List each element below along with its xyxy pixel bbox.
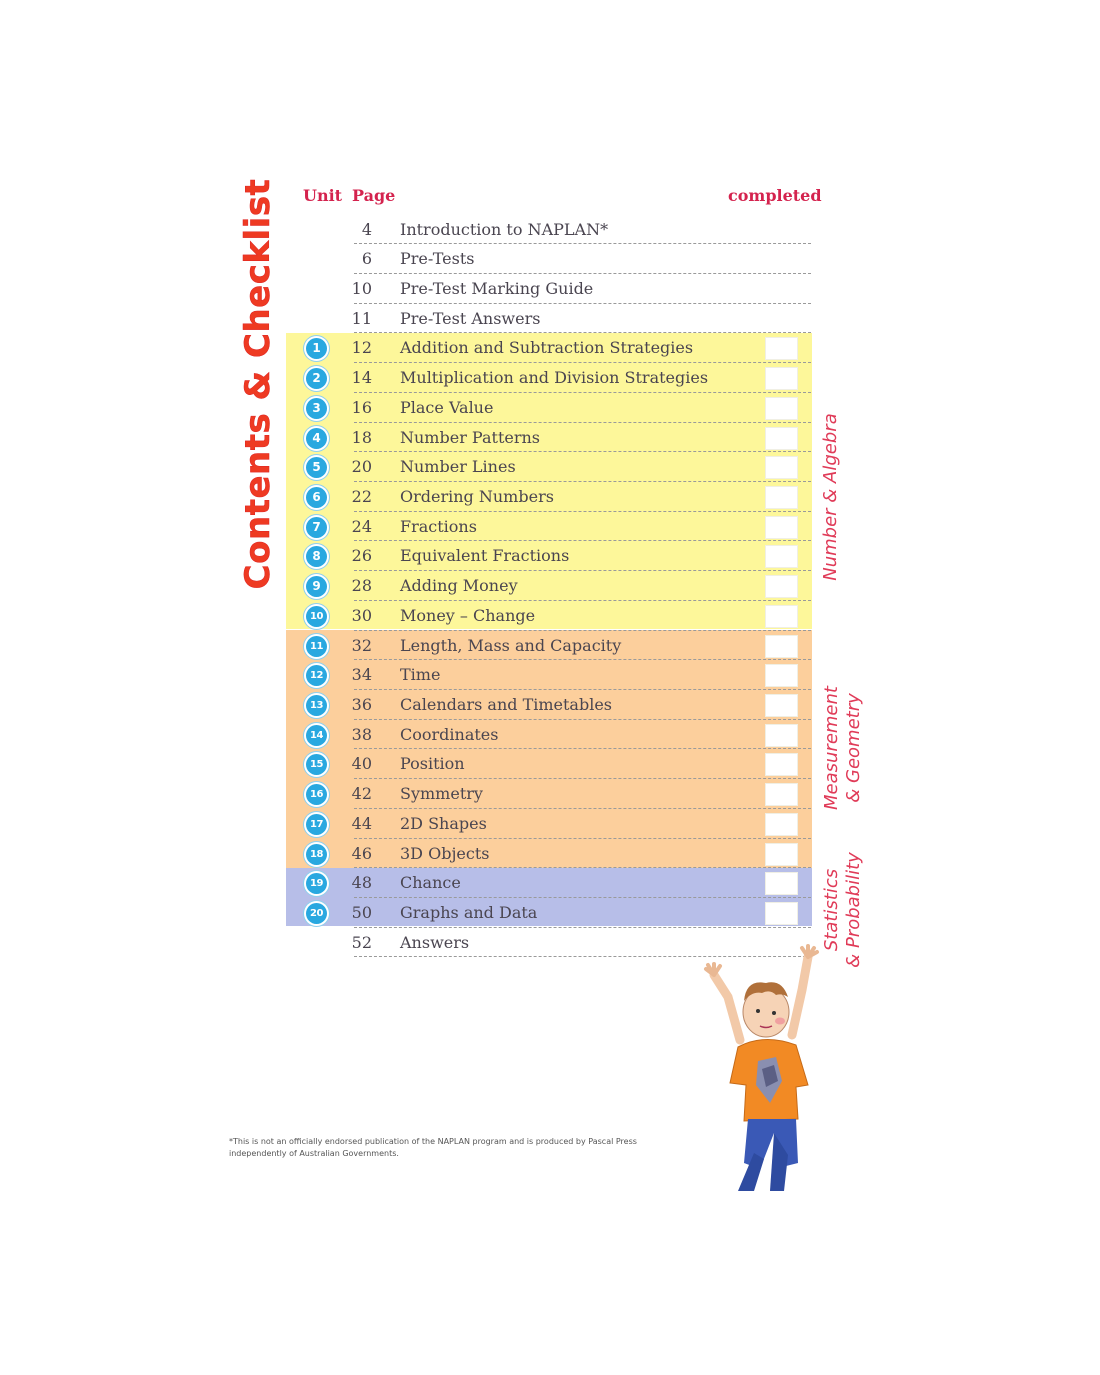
- unit-number-badge: 2: [306, 368, 327, 389]
- section-label-line: Measurement: [821, 686, 842, 810]
- unit-number-badge: 9: [306, 576, 327, 597]
- unit-number-badge: 11: [306, 636, 327, 657]
- completed-checkbox[interactable]: [765, 575, 798, 598]
- cartoon-boy-illustration: [700, 935, 840, 1191]
- topic-title: 3D Objects: [400, 843, 490, 863]
- topic-title: Chance: [400, 873, 461, 893]
- contents-row: [0, 482, 1100, 512]
- page-number: 52: [351, 932, 372, 952]
- topic-title: Graphs and Data: [400, 903, 538, 923]
- unit-number-badge: 15: [306, 754, 327, 775]
- contents-row: [0, 720, 1100, 750]
- page-number: 26: [351, 546, 372, 566]
- completed-checkbox[interactable]: [765, 486, 798, 509]
- topic-title: Fractions: [400, 516, 477, 536]
- unit-number-badge: 17: [306, 814, 327, 835]
- section-label-measurement-geometry: [821, 686, 865, 810]
- contents-row: [0, 541, 1100, 571]
- topic-title: Ordering Numbers: [400, 486, 554, 506]
- topic-title: Equivalent Fractions: [400, 546, 570, 566]
- completed-checkbox[interactable]: [765, 902, 798, 925]
- page-number: 10: [351, 278, 372, 298]
- topic-title: Money – Change: [400, 605, 536, 625]
- unit-column-header: Unit: [303, 186, 343, 205]
- topic-title: Position: [400, 754, 465, 774]
- contents-row: [0, 631, 1100, 661]
- completed-checkbox[interactable]: [765, 545, 798, 568]
- topic-title: Answers: [400, 932, 470, 952]
- unit-number-badge: 14: [306, 725, 327, 746]
- page-number: 12: [351, 338, 372, 358]
- topic-title: Adding Money: [400, 576, 518, 596]
- topic-title: Multiplication and Division Strategies: [400, 368, 709, 388]
- unit-number-badge: 4: [306, 428, 327, 449]
- contents-row: [0, 779, 1100, 809]
- page-number: 18: [351, 427, 372, 447]
- unit-number-badge: 12: [306, 665, 327, 686]
- completed-checkbox[interactable]: [765, 397, 798, 420]
- page-number: 38: [351, 724, 372, 744]
- completed-checkbox[interactable]: [765, 664, 798, 687]
- page-number: 20: [351, 457, 372, 477]
- completed-checkbox[interactable]: [765, 456, 798, 479]
- completed-checkbox[interactable]: [765, 516, 798, 539]
- topic-title: Number Patterns: [400, 427, 540, 447]
- footnote: [229, 1136, 669, 1160]
- completed-checkbox[interactable]: [765, 724, 798, 747]
- contents-row: [0, 839, 1100, 869]
- page-number: 16: [351, 397, 372, 417]
- topic-title: Pre-Test Answers: [400, 308, 541, 328]
- page-number: 42: [351, 784, 372, 804]
- contents-row: [0, 452, 1100, 482]
- topic-title: Introduction to NAPLAN*: [400, 219, 609, 239]
- completed-checkbox[interactable]: [765, 843, 798, 866]
- completed-checkbox[interactable]: [765, 427, 798, 450]
- section-label-number-algebra: [820, 413, 842, 580]
- contents-row: [0, 928, 1100, 958]
- topic-title: Calendars and Timetables: [400, 695, 613, 715]
- page-number: 44: [351, 813, 372, 833]
- completed-checkbox[interactable]: [765, 872, 798, 895]
- page-number: 22: [351, 486, 372, 506]
- completed-checkbox[interactable]: [765, 694, 798, 717]
- contents-row: [0, 749, 1100, 779]
- unit-number-badge: 16: [306, 784, 327, 805]
- unit-number-badge: 8: [306, 546, 327, 567]
- page-number: 34: [351, 665, 372, 685]
- page-number: 36: [351, 695, 372, 715]
- page-number: 4: [361, 219, 372, 239]
- page-number: 28: [351, 576, 372, 596]
- page-number: 50: [351, 903, 372, 923]
- contents-row: [0, 304, 1100, 334]
- page-title: Contents & Checklist: [238, 178, 278, 590]
- contents-row: [0, 423, 1100, 453]
- completed-checkbox[interactable]: [765, 753, 798, 776]
- section-label-line: Statistics: [821, 868, 842, 952]
- completed-checkbox[interactable]: [765, 605, 798, 628]
- page-column-header: Page: [352, 186, 396, 205]
- topic-title: Time: [400, 665, 441, 685]
- contents-row: [0, 333, 1100, 363]
- topic-title: Symmetry: [400, 784, 483, 804]
- topic-title: Place Value: [400, 397, 494, 417]
- page-number: 40: [351, 754, 372, 774]
- page-number: 11: [351, 308, 372, 328]
- completed-column-header: completed: [728, 186, 822, 205]
- page-number: 6: [361, 249, 372, 269]
- topic-title: Addition and Subtraction Strategies: [400, 338, 694, 358]
- unit-number-badge: 18: [306, 844, 327, 865]
- unit-number-badge: 13: [306, 695, 327, 716]
- unit-number-badge: 5: [306, 457, 327, 478]
- completed-checkbox[interactable]: [765, 635, 798, 658]
- page-number: 14: [351, 368, 372, 388]
- topic-title: Number Lines: [400, 457, 516, 477]
- contents-row: [0, 601, 1100, 631]
- contents-row: [0, 244, 1100, 274]
- unit-number-badge: 19: [306, 873, 327, 894]
- topic-title: 2D Shapes: [400, 813, 487, 833]
- completed-checkbox[interactable]: [765, 813, 798, 836]
- contents-row: [0, 868, 1100, 898]
- contents-row: [0, 809, 1100, 839]
- contents-row: [0, 571, 1100, 601]
- contents-row: [0, 393, 1100, 423]
- unit-number-badge: 6: [306, 487, 327, 508]
- page-number: 24: [351, 516, 372, 536]
- unit-number-badge: 10: [306, 606, 327, 627]
- unit-number-badge: 1: [306, 338, 327, 359]
- unit-number-badge: 3: [306, 398, 327, 419]
- completed-checkbox[interactable]: [765, 783, 798, 806]
- contents-row: [0, 215, 1100, 245]
- completed-checkbox[interactable]: [765, 337, 798, 360]
- contents-row: [0, 274, 1100, 304]
- footnote-line: independently of Australian Governments.: [229, 1149, 399, 1158]
- unit-number-badge: 7: [306, 517, 327, 538]
- page-number: 32: [351, 635, 372, 655]
- topic-title: Pre-Test Marking Guide: [400, 278, 594, 298]
- section-label-line: & Geometry: [843, 693, 864, 803]
- contents-row: [0, 898, 1100, 928]
- section-label-line: & Probability: [843, 852, 864, 968]
- topic-title: Length, Mass and Capacity: [400, 635, 622, 655]
- contents-row: [0, 363, 1100, 393]
- topic-title: Coordinates: [400, 724, 499, 744]
- page-number: 46: [351, 843, 372, 863]
- topic-title: Pre-Tests: [400, 249, 475, 269]
- page-number: 48: [351, 873, 372, 893]
- completed-checkbox[interactable]: [765, 367, 798, 390]
- page-number: 30: [351, 605, 372, 625]
- unit-number-badge: 20: [306, 903, 327, 924]
- contents-row: [0, 690, 1100, 720]
- contents-row: [0, 512, 1100, 542]
- contents-row: [0, 660, 1100, 690]
- section-label-line: Number & Algebra: [820, 413, 841, 581]
- footnote-line: *This is not an officially endorsed publication of the NAPLAN program and is produced by Pascal Press: [229, 1137, 637, 1146]
